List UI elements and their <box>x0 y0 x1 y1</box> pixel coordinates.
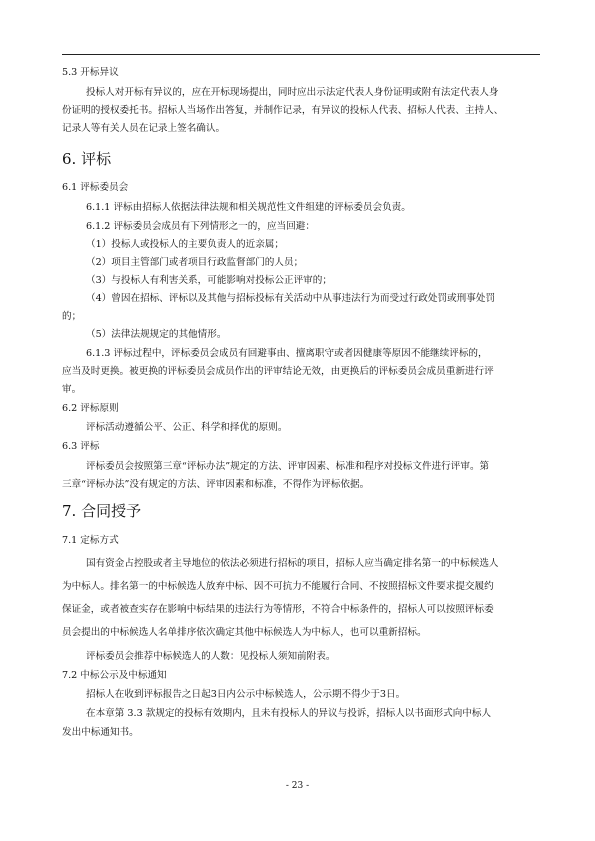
list-item: （5）法律法规规定的其他情形。 <box>86 329 227 340</box>
paragraph-line: 应当及时更换。被更换的评标委员会成员作出的评审结论无效，由更换后的评标委员会成员重新进行评 <box>62 366 494 377</box>
paragraph-line: 国有资金占控股或者主导地位的依法必须进行招标的项目，招标人应当确定排名第一的中标候选人 <box>86 558 499 569</box>
section-7-2-heading: 7.2 中标公示及中标通知 <box>62 670 167 681</box>
paragraph-line: 招标人在收到评标报告之日起3日内公示中标候选人，公示期不得少于3日。 <box>86 689 406 700</box>
section-6-2-heading: 6.2 评标原则 <box>62 403 119 414</box>
list-item: （2）项目主管部门或者项目行政监督部门的人员； <box>86 257 304 268</box>
paragraph-line: 三章“评标办法”没有规定的方法、评审因素和标准，不得作为评标依据。 <box>62 479 370 490</box>
list-item: （1）投标人或投标人的主要负责人的近亲属； <box>86 239 284 250</box>
section-5-3-heading: 5.3 开标异议 <box>62 67 119 78</box>
section-7-heading: 7. 合同授予 <box>62 502 142 520</box>
clause-6-1-2: 6.1.2 评标委员会成员有下列情形之一的，应当回避： <box>86 221 315 232</box>
paragraph-line: 保证金，或者被查实存在影响中标结果的违法行为等情形，不符合中标条件的，招标人可以按照评标委 <box>62 604 494 615</box>
paragraph-line: 投标人对开标有异议的，应在开标现场提出，同时应出示法定代表人身份证明或附有法定代表人身 <box>86 87 499 98</box>
paragraph-line: 记录人等有关人员在记录上签名确认。 <box>62 123 226 134</box>
list-item: （3）与投标人有利害关系，可能影响对投标公正评审的； <box>86 275 332 286</box>
page-number: - 23 - <box>285 781 310 791</box>
section-6-1-heading: 6.1 评标委员会 <box>62 182 129 193</box>
clause-6-1-1: 6.1.1 评标由招标人依据法律法规和相关规范性文件组建的评标委员会负责。 <box>86 202 411 213</box>
paragraph-line: 员会提出的中标候选人名单排序依次确定其他中标候选人为中标人，也可以重新招标。 <box>62 627 427 638</box>
section-6-3-heading: 6.3 评标 <box>62 441 100 452</box>
paragraph-line: 评标委员会按照第三章“评标办法”规定的方法、评审因素、标准和程序对投标文件进行评审。第 <box>86 461 490 472</box>
header-rule <box>62 54 540 55</box>
paragraph-line: 发出中标通知书。 <box>62 727 139 738</box>
section-6-heading: 6. 评标 <box>62 150 112 168</box>
paragraph-line: 在本章第 3.3 款规定的投标有效期内，且未有投标人的异议与投诉，招标人以书面形式向中标人 <box>86 708 492 719</box>
paragraph-line: 评标委员会推荐中标候选人的人数：见投标人须知前附表。 <box>86 651 336 662</box>
paragraph-line: 为中标人。排名第一的中标候选人放弃中标、因不可抗力不能履行合同、不按照招标文件要求提交履约 <box>62 581 494 592</box>
section-7-1-heading: 7.1 定标方式 <box>62 535 119 546</box>
paragraph-line: 评标活动遵循公平、公正、科学和择优的原则。 <box>86 422 288 433</box>
paragraph-line: 审。 <box>62 384 82 395</box>
clause-6-1-3: 6.1.3 评标过程中，评标委员会成员有回避事由、擅离职守或者因健康等原因不能继续评标的， <box>86 348 488 359</box>
paragraph-line: 份证明的授权委托书。招标人当场作出答复，并制作记录，有异议的投标人代表、招标人代表、主持人、 <box>62 105 504 116</box>
list-item-continuation: 的； <box>62 311 82 322</box>
list-item: （4）曾因在招标、评标以及其他与招标投标有关活动中从事违法行为而受过行政处罚或刑事处罚 <box>86 293 496 304</box>
